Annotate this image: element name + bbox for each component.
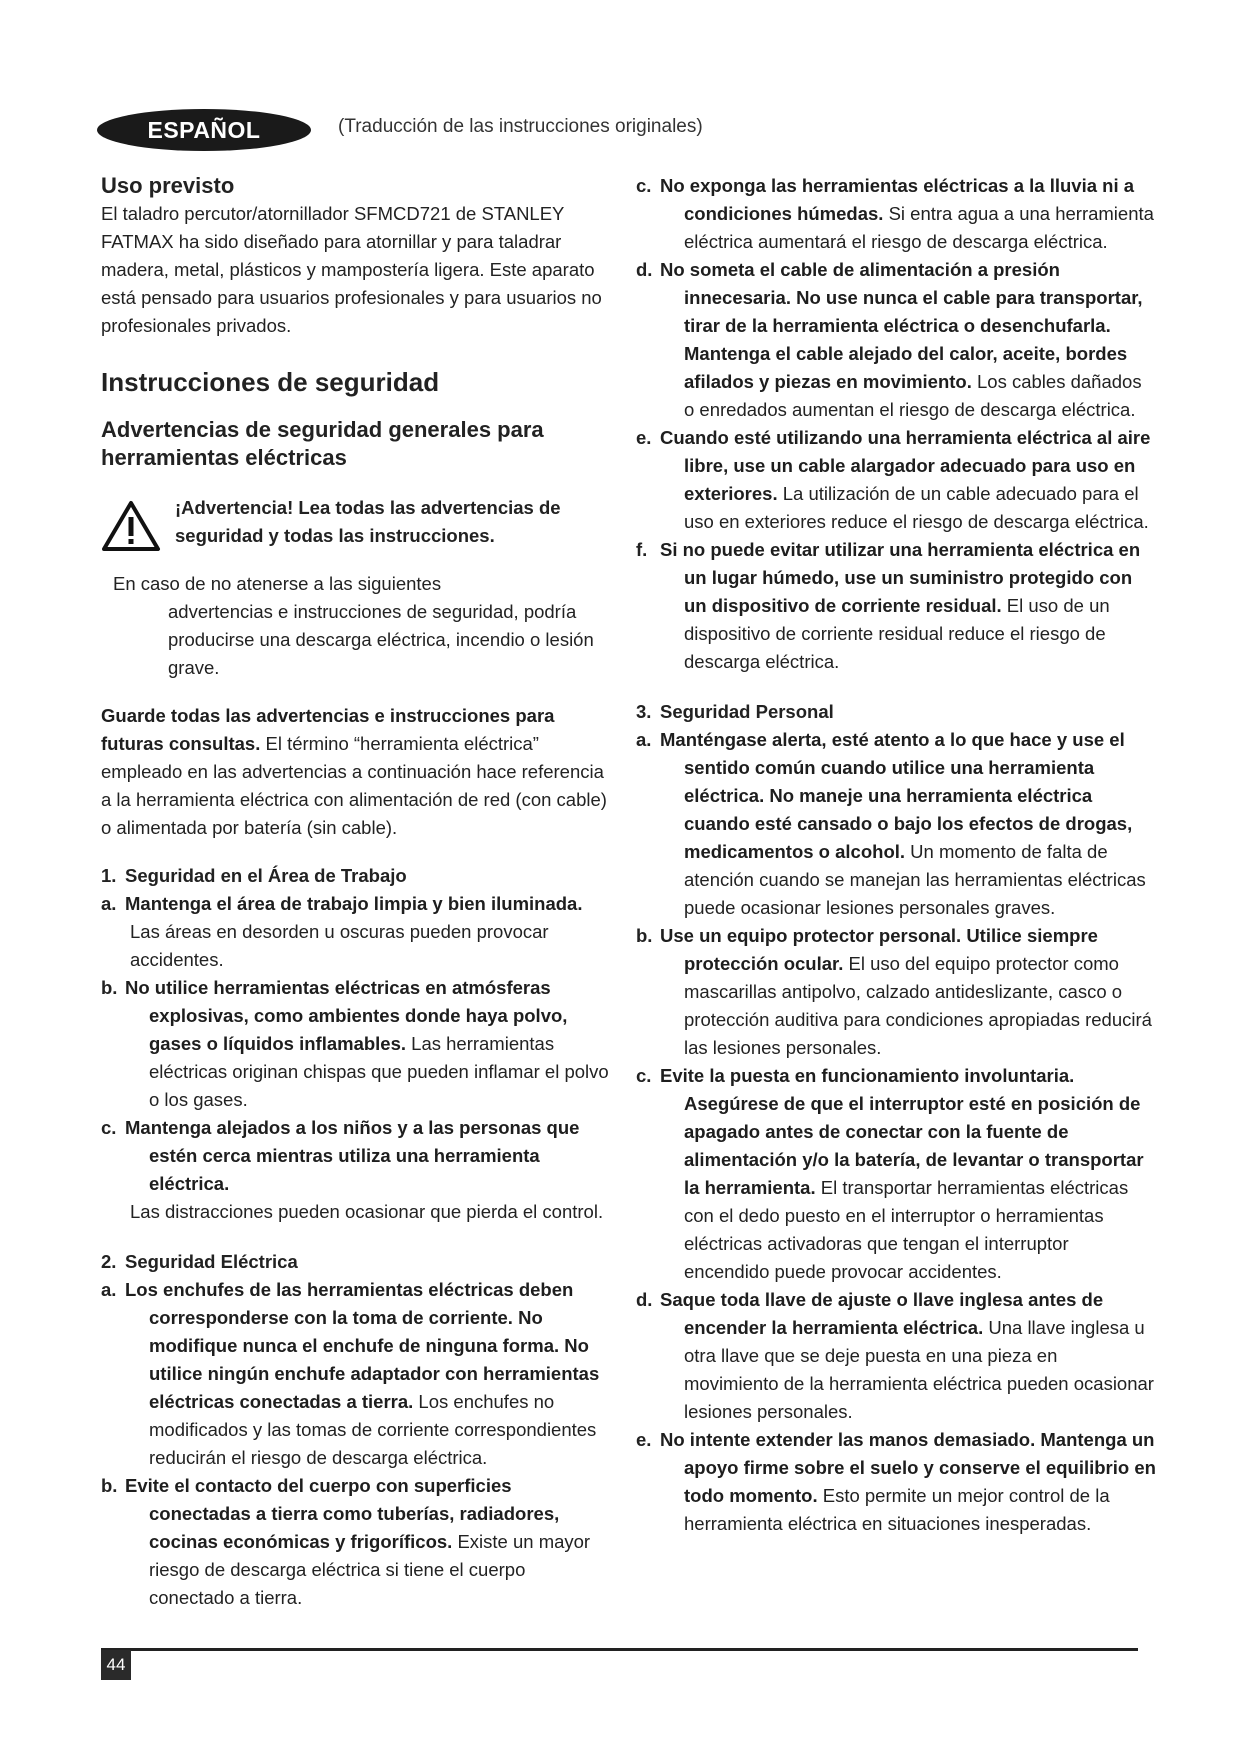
item-marker: a. xyxy=(636,729,652,750)
item-text: Si entra agua a una herramienta eléctrica aumentará el riesgo de descarga eléctrica. xyxy=(684,203,1154,252)
item-marker: b. xyxy=(101,1475,118,1496)
section-1-title xyxy=(101,862,613,890)
right-column xyxy=(636,172,1156,1538)
item-marker: c. xyxy=(636,1065,652,1086)
list-item xyxy=(101,1472,613,1612)
item-marker: c. xyxy=(636,175,652,196)
left-column xyxy=(101,172,613,1612)
item-bold: No exponga las herramientas eléctricas a la lluvia ni a condiciones húmedas. xyxy=(660,175,1135,224)
warning-block xyxy=(101,494,613,552)
item-bold: Evite el contacto del cuerpo con superficies conectadas a tierra como tuberías, radiadores, cocinas económicas y frigoríficos. xyxy=(125,1475,560,1552)
item-bold: Evite la puesta en funcionamiento involuntaria. Asegúrese de que el interruptor esté en posición de apagado antes de conectar con la fuente de alimentación y/o la batería, de levantar o transportar la herramienta. xyxy=(660,1065,1144,1198)
item-text: El transportar herramientas eléctricas con el dedo puesto en el interruptor o herramientas eléctricas activadoras que tengan el interruptor encendido puede provocar accidentes. xyxy=(684,1177,1129,1282)
general-warnings-heading: Advertencias de seguridad generales para herramientas eléctricas xyxy=(101,417,544,470)
footer-rule xyxy=(101,1648,1138,1651)
item-text: Las áreas en desorden u oscuras pueden provocar accidentes. xyxy=(130,921,549,970)
keep-bold: Guarde todas las advertencias e instrucciones para futuras consultas. xyxy=(101,705,555,754)
item-text: Las herramientas eléctricas originan chispas que pueden inflamar el polvo o los gases. xyxy=(149,1033,609,1110)
section-title-text: Seguridad Eléctrica xyxy=(125,1251,298,1272)
item-marker: c. xyxy=(101,1117,117,1138)
list-item xyxy=(636,1426,1156,1538)
item-marker: e. xyxy=(636,427,652,448)
page-number: 44 xyxy=(101,1650,131,1680)
section-2-title xyxy=(101,1248,613,1276)
section-3-title xyxy=(636,698,1156,726)
list-item xyxy=(636,536,1156,676)
item-text: La utilización de un cable adecuado para el uso en exteriores reduce el riesgo de descarga eléctrica. xyxy=(684,483,1149,532)
item-bold: Mantenga el área de trabajo limpia y bien iluminada. xyxy=(125,893,583,914)
item-text: Las distracciones pueden ocasionar que pierda el control. xyxy=(130,1201,604,1222)
item-bold: Manténgase alerta, esté atento a lo que hace y use el sentido común cuando utilice una herramienta eléctrica. No maneje una herramienta eléctrica cuando esté cansado o bajo los efectos de drogas, medicamentos o alcohol. xyxy=(660,729,1133,862)
item-marker: e. xyxy=(636,1429,652,1450)
caution-rest: advertencias e instrucciones de seguridad, podría producirse una descarga eléctrica, incendio o lesión grave. xyxy=(168,601,594,678)
item-bold: Si no puede evitar utilizar una herramienta eléctrica en un lugar húmedo, use un suministro protegido con un dispositivo de corriente residual. xyxy=(660,539,1141,616)
item-marker: a. xyxy=(101,1279,117,1300)
keep-instructions xyxy=(101,702,613,842)
item-text: El uso del equipo protector como mascarillas antipolvo, calzado antideslizante, casco o protección auditiva para condiciones apropiadas reducirá las lesiones personales. xyxy=(684,953,1152,1058)
item-text: Una llave inglesa u otra llave que se deje puesta en una pieza en movimiento de la herramienta eléctrica pueden ocasionar lesiones personales. xyxy=(684,1317,1154,1422)
intended-use-text: El taladro percutor/atornillador SFMCD721 de STANLEY FATMAX ha sido diseñado para atornillar y para taladrar madera, metal, plásticos y mampostería ligera. Este aparato está pensado para usuarios profesionales y para usuarios no profesionales privados. xyxy=(101,203,602,336)
list-item xyxy=(101,1276,613,1472)
section-title-text: Seguridad en el Área de Trabajo xyxy=(125,865,407,886)
warning-text xyxy=(175,494,561,550)
list-item xyxy=(636,922,1156,1062)
list-item xyxy=(636,726,1156,922)
section-title-text: Seguridad Personal xyxy=(660,701,834,722)
item-marker: f. xyxy=(636,539,648,560)
item-marker: b. xyxy=(636,925,653,946)
item-text: Los enchufes no modificados y las tomas de corriente correspondientes reducirán el riesgo de descarga eléctrica. xyxy=(149,1391,597,1468)
warning-line-2: seguridad y todas las instrucciones. xyxy=(175,525,495,546)
item-text: Los cables dañados o enredados aumentan el riesgo de descarga eléctrica. xyxy=(684,371,1142,420)
keep-text: El término “herramienta eléctrica” empleado en las advertencias a continuación hace referencia a la herramienta eléctrica con alimentación de red (con cable) o alimentada por batería (sin cable). xyxy=(101,733,607,838)
list-item xyxy=(636,1286,1156,1426)
caution-paragraph xyxy=(101,570,613,682)
list-item xyxy=(101,890,613,974)
item-bold: Mantenga alejados a los niños y a las personas que estén cerca mientras utiliza una herramienta eléctrica. xyxy=(125,1117,580,1194)
list-item xyxy=(101,974,613,1114)
section-number: 2. xyxy=(101,1251,117,1272)
intended-use-heading: Uso previsto xyxy=(101,173,235,198)
section-number: 3. xyxy=(636,701,652,722)
item-bold: Use un equipo protector personal. Utilice siempre protección ocular. xyxy=(660,925,1098,974)
item-text: Existe un mayor riesgo de descarga eléctrica si tiene el cuerpo conectado a tierra. xyxy=(149,1531,591,1608)
item-bold: Cuando esté utilizando una herramienta eléctrica al aire libre, use un cable alargador adecuado para uso en exteriores. xyxy=(660,427,1151,504)
language-badge: ESPAÑOL xyxy=(97,109,311,151)
item-marker: d. xyxy=(636,1289,653,1310)
item-bold: Saque toda llave de ajuste o llave inglesa antes de encender la herramienta eléctrica. xyxy=(660,1289,1104,1338)
safety-heading: Instrucciones de seguridad xyxy=(101,367,440,397)
list-item xyxy=(636,256,1156,424)
item-bold: Los enchufes de las herramientas eléctricas deben corresponderse con la toma de corriente. No modifique nunca el enchufe de ninguna forma. No utilice ningún enchufe adaptador con herramientas eléctricas conectadas a tierra. xyxy=(125,1279,600,1412)
list-item xyxy=(636,172,1156,256)
item-text: Esto permite un mejor control de la herramienta eléctrica en situaciones inesperadas. xyxy=(684,1485,1110,1534)
caution-first-line: En caso de no atenerse a las siguientes xyxy=(113,573,442,594)
item-marker: d. xyxy=(636,259,653,280)
item-marker: b. xyxy=(101,977,118,998)
item-bold: No utilice herramientas eléctricas en atmósferas explosivas, como ambientes donde haya polvo, gases o líquidos inflamables. xyxy=(125,977,568,1054)
item-bold: No intente extender las manos demasiado. Mantenga un apoyo firme sobre el suelo y conserve el equilibrio en todo momento. xyxy=(660,1429,1156,1506)
section-number: 1. xyxy=(101,865,117,886)
item-text: El uso de un dispositivo de corriente residual reduce el riesgo de descarga eléctrica. xyxy=(684,595,1110,672)
list-item xyxy=(636,1062,1156,1286)
item-bold: No someta el cable de alimentación a presión innecesaria. No use nunca el cable para transportar, tirar de la herramienta eléctrica o desenchufarla. Mantenga el cable alejado del calor, aceite, bordes afilados y piezas en movimiento. xyxy=(660,259,1143,392)
translation-note: (Traducción de las instrucciones originales) xyxy=(338,116,703,137)
list-item xyxy=(636,424,1156,536)
list-item xyxy=(101,1114,613,1226)
warning-line-1: ¡Advertencia! Lea todas las advertencias de xyxy=(175,497,561,518)
item-text: Un momento de falta de atención cuando se manejan las herramientas eléctricas puede ocasionar lesiones personales graves. xyxy=(684,841,1146,918)
item-marker: a. xyxy=(101,893,117,914)
warning-triangle-icon xyxy=(101,500,161,552)
